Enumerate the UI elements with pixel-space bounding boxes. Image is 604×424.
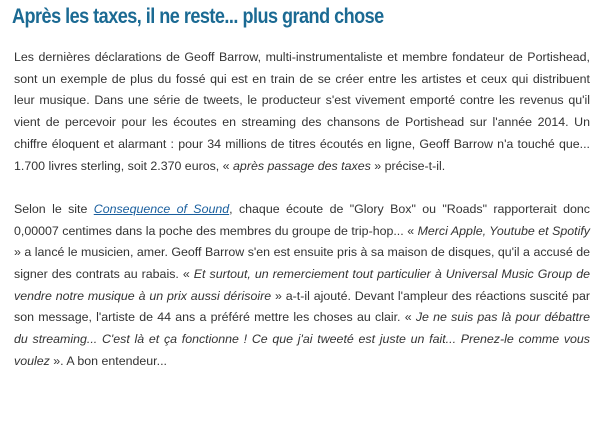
paragraph-2-text-a: Selon le site [14,201,94,216]
paragraph-1-quote: après passage des taxes [233,158,371,173]
consequence-of-sound-link[interactable]: Consequence of Sound [93,201,230,216]
paragraph-2-text-d: » a-t-il ajouté. Devant l'ampleur des réactions suscité par son message, l'artiste de 44 ans a préféré mettre les choses au clair. « [14,288,590,325]
paragraph-2-text-e: ». A bon entendeur... [49,353,167,368]
paragraph-2-quote-3: Je ne suis pas là pour débattre du streaming... C'est là et ça fonctionne ! Ce que j'ai tweeté est juste un fait... Prenez-le comme vous voulez [14,310,590,368]
article-body [14,47,590,394]
paragraph-2 [14,199,590,373]
paragraph-1 [14,47,590,177]
paragraph-2-text-b: , chaque écoute de "Glory Box" ou "Roads" rapporterait donc 0,00007 centimes dans la poche des membres du groupe de trip-hop... « [14,201,590,238]
paragraph-2-quote-1: Merci Apple, Youtube et Spotify [417,223,590,238]
paragraph-2-quote-2: Et surtout, un remerciement tout particulier à Universal Music Group de vendre notre musique à un prix aussi dérisoire [14,267,591,303]
paragraph-1-text-a: Les dernières déclarations de Geoff Barrow, multi-instrumentaliste et membre fondateur de Portishead, sont un exemple de plus du fossé qui est en train de se créer entre les artistes et ceux qui distribuent leur musique. Dans une série de tweets, le producteur s'est vivement emporté contre les revenus qu'il vient de percevoir pour les écoutes en streaming des chansons de Portishead sur l'année 2014. Un chiffre éloquent et alarmant : pour 34 millions de titres écoutés en ligne, Geoff Barrow n'a touché que... 1.700 livres sterling, soit 2.370 euros, « [14,50,590,173]
paragraph-1-text-b: » précise-t-il. [370,158,446,173]
article-title: Après les taxes, il ne reste... plus grand chose [12,5,384,28]
paragraph-2-text-c: » a lancé le musicien, amer. Geoff Barrow s'en est ensuite pris à sa maison de disques, qu'il a accusé de signer des contrats au rabais. « [14,245,590,282]
